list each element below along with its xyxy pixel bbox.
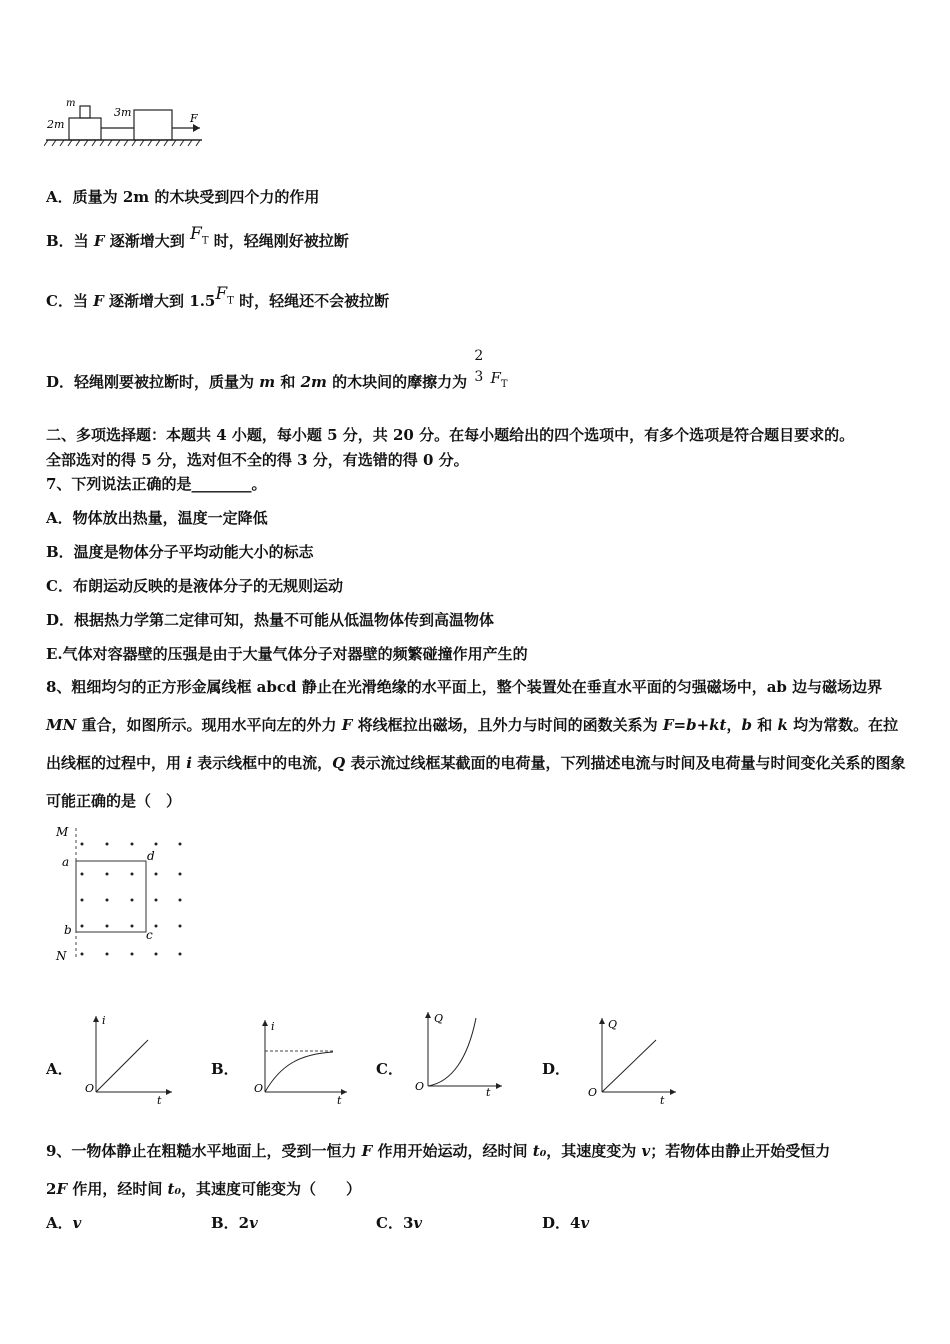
graph-b-curve xyxy=(265,1052,333,1092)
label-d: d xyxy=(147,849,155,863)
graph-c-curve xyxy=(428,1018,476,1086)
q9-option-c: C．3v xyxy=(376,1214,423,1232)
q9-option-b: B．2v xyxy=(211,1214,258,1232)
q7-option-e: E.气体对容器壁的压强是由于大量气体分子对器壁的频繁碰撞作用产生的 xyxy=(46,645,528,663)
label-N: N xyxy=(56,949,67,963)
svg-text:i: i xyxy=(271,1020,275,1033)
q6-option-c: C．当 F 逐渐增大到 $1.5F_T$ 时，轻绳还不会被拉断 xyxy=(46,284,390,310)
q7-option-a: A．物体放出热量，温度一定降低 xyxy=(46,509,268,527)
graph-c xyxy=(414,1008,504,1098)
graph-d-curve xyxy=(602,1040,656,1092)
label-3m: 3m xyxy=(114,106,132,119)
frame-magnetic-field-figure xyxy=(50,822,195,967)
label-b: b xyxy=(64,923,72,937)
q8-option-c-label: C． xyxy=(376,1060,403,1078)
q8-option-d-label: D． xyxy=(542,1060,571,1078)
block-3m xyxy=(134,110,172,140)
graph-a xyxy=(82,1010,177,1106)
q9-option-d: D．4v xyxy=(542,1214,590,1232)
label-F: F xyxy=(190,112,198,125)
graph-a-curve xyxy=(96,1040,148,1092)
label-M: M xyxy=(56,825,69,839)
svg-text:t: t xyxy=(157,1094,162,1106)
label-c: c xyxy=(146,928,153,942)
svg-text:Q: Q xyxy=(434,1012,444,1025)
block-2m xyxy=(69,118,101,140)
q6-option-d: D．轻绳刚要被拉断时，质量为 m 和 2m 的木块间的摩擦力为 $\frac{2}{3}$ $F_T$ xyxy=(46,348,508,391)
block-m xyxy=(80,106,90,118)
q7-option-d: D．根据热力学第二定律可知，热量不可能从低温物体传到高温物体 xyxy=(46,611,495,629)
svg-text:O: O xyxy=(588,1086,598,1099)
label-a: a xyxy=(62,855,70,869)
svg-text:O: O xyxy=(254,1082,264,1095)
q6-option-a: A．质量为 2m 的木块受到四个力的作用 xyxy=(46,188,320,206)
force-arrow-icon xyxy=(193,124,200,132)
svg-text:Q: Q xyxy=(608,1018,618,1031)
q9-stem: 9、一物体静止在粗糙水平地面上，受到一恒力 F 作用开始运动，经时间 t₀，其速度变为 v；若物体由静止开始受恒力 2F 作用，经时间 t₀，其速度可能变为（ ） xyxy=(46,1142,831,1198)
svg-text:t: t xyxy=(486,1086,491,1098)
field-dots xyxy=(81,843,182,956)
section2-heading-line1: 二、多项选择题：本题共 4 小题，每小题 5 分，共 20 分。在每小题给出的四个选项中，有多个选项是符合题目要求的。 xyxy=(46,426,855,444)
q8-option-a-label: A． xyxy=(46,1060,73,1078)
section2-heading-line2: 全部选对的得 5 分，选对但不全的得 3 分，有选错的得 0 分。 xyxy=(46,451,469,469)
square-frame xyxy=(76,861,146,932)
svg-text:i: i xyxy=(102,1014,106,1027)
q6-option-b: B．当 F 逐渐增大到 $F_T$ 时，轻绳刚好被拉断 xyxy=(46,224,349,250)
svg-text:t: t xyxy=(337,1094,342,1106)
graph-b xyxy=(251,1014,351,1106)
label-2m: 2m xyxy=(47,118,65,131)
q8-option-b-label: B． xyxy=(211,1060,239,1078)
svg-text:O: O xyxy=(85,1082,95,1095)
blocks-figure xyxy=(44,92,214,152)
svg-text:O: O xyxy=(415,1080,425,1093)
svg-text:t: t xyxy=(660,1094,665,1106)
q7-option-c: C．布朗运动反映的是液体分子的无规则运动 xyxy=(46,577,343,595)
fraction-two-thirds: $\frac{2}{3}$ xyxy=(474,348,484,385)
q7-option-b: B．温度是物体分子平均动能大小的标志 xyxy=(46,543,314,561)
q9-option-a: A．v xyxy=(46,1214,82,1232)
q7-stem: 7、下列说法正确的是________。 xyxy=(46,475,267,493)
q8-stem: 8、粗细均匀的正方形金属线框 abcd 静止在光滑绝缘的水平面上，整个装置处在垂直水平面的匀强磁场中，ab 边与磁场边界 MN 重合，如图所示。现用水平向左的外力 F 将线框拉出磁场，且外力与时间的函数关系为 F=b+kt，b 和 k 均为常数。在拉出线框的过程中，用 i 表示线框中的电流，Q 表示流过线框某截面的电荷量，下列描述电流与时间及电荷量与时间变化关系的图象可能正确的是（ ） xyxy=(46,678,906,810)
graph-d xyxy=(586,1014,678,1106)
label-m: m xyxy=(66,98,76,109)
